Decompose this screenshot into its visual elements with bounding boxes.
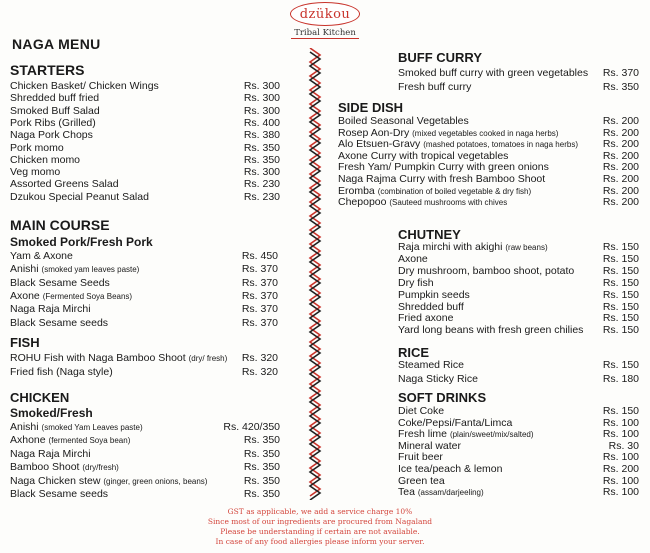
menu-item-row bbox=[398, 67, 639, 80]
item-name-text: Naga Raja Mirchi bbox=[10, 447, 91, 460]
item-note: (smoked Yam Leaves paste) bbox=[41, 423, 143, 432]
menu-item-price: Rs. 230 bbox=[243, 178, 280, 191]
item-note: (combination of boiled vegetable & dry fish) bbox=[377, 186, 532, 196]
menu-item-price: Rs. 200 bbox=[602, 138, 639, 151]
item-note: (assam/darjeeling) bbox=[417, 488, 484, 498]
footer-line: In case of any food allergies please inform your server. bbox=[215, 537, 425, 546]
item-name-text: Fruit beer bbox=[398, 451, 443, 464]
menu-item-row bbox=[10, 166, 280, 179]
item-name-text: Shredded buff bbox=[398, 300, 464, 313]
menu-item-row bbox=[10, 117, 280, 130]
item-name-text: Axone Curry with tropical vegetables bbox=[338, 149, 509, 162]
menu-item-price: Rs. 380 bbox=[243, 129, 280, 142]
menu-item-price: Rs. 400 bbox=[243, 116, 280, 129]
item-name-text: Assorted Greens Salad bbox=[10, 178, 119, 191]
item-name-text: Tea bbox=[398, 486, 415, 499]
menu-item-row bbox=[10, 290, 278, 303]
menu-item-price: Rs. 150 bbox=[602, 276, 639, 289]
item-name-text: Alo Etsuen-Gravy bbox=[338, 138, 421, 151]
item-note: (dry/ fresh) bbox=[188, 354, 228, 363]
item-name-text: Anishi bbox=[10, 263, 39, 276]
item-name-text: Naga Raja Mirchi bbox=[10, 303, 91, 316]
menu-item-name bbox=[10, 142, 64, 155]
menu-item-row bbox=[10, 352, 278, 365]
menu-item-price: Rs. 150 bbox=[602, 241, 639, 253]
menu-item-name bbox=[398, 81, 471, 94]
menu-item-price: Rs. 350 bbox=[243, 474, 280, 487]
section-title-fish: FISH bbox=[10, 335, 40, 350]
item-name-text: Fresh Yam/ Pumpkin Curry with green onions bbox=[338, 161, 549, 174]
item-name-text: Axhone bbox=[10, 434, 46, 447]
menu-item-name bbox=[10, 317, 108, 330]
menu-item-row bbox=[398, 486, 639, 499]
menu-item-name bbox=[338, 196, 507, 209]
item-name-text: Dry mushroom, bamboo shoot, potato bbox=[398, 264, 575, 277]
menu-item-price: Rs. 200 bbox=[602, 149, 639, 162]
item-name-text: Pork momo bbox=[10, 141, 64, 154]
item-name-text: Steamed Rice bbox=[398, 359, 464, 371]
menu-item-price: Rs. 100 bbox=[602, 474, 639, 487]
item-name-text: Axone bbox=[10, 289, 40, 302]
item-name-text: Shredded buff fried bbox=[10, 92, 100, 105]
menu-item-price: Rs. 150 bbox=[602, 300, 639, 313]
menu-item-row bbox=[10, 488, 280, 501]
menu-item-price: Rs. 370 bbox=[241, 276, 278, 289]
subtitle-smoked-fresh: Smoked/Fresh bbox=[10, 406, 93, 420]
menu-item-price: Rs. 100 bbox=[602, 428, 639, 441]
menu-item-price: Rs. 230 bbox=[243, 190, 280, 203]
menu-item-name bbox=[10, 488, 108, 501]
menu-item-name bbox=[398, 324, 583, 337]
menu-item-name bbox=[10, 352, 227, 365]
menu-item-price: Rs. 320 bbox=[241, 365, 278, 378]
item-name-text: Black Sesame seeds bbox=[10, 316, 109, 329]
menu-item-name bbox=[10, 178, 119, 191]
menu-item-name bbox=[10, 434, 130, 447]
footer-line: GST as applicable, we add a service charge 10% bbox=[227, 507, 413, 516]
item-name-text: Diet Coke bbox=[398, 405, 445, 417]
menu-item-price: Rs. 350 bbox=[243, 153, 280, 166]
menu-item-name bbox=[10, 105, 100, 118]
menu-item-price: Rs. 200 bbox=[602, 115, 639, 127]
item-note: (dry/fresh) bbox=[82, 463, 119, 473]
section-title-side-dish: SIDE DISH bbox=[338, 100, 404, 115]
menu-item-name bbox=[10, 263, 139, 276]
menu-item-name bbox=[10, 154, 80, 167]
menu-item-price: Rs. 180 bbox=[602, 372, 639, 385]
menu-item-row bbox=[398, 359, 639, 372]
menu-item-price: Rs. 200 bbox=[602, 463, 639, 475]
menu-item-row bbox=[10, 277, 278, 290]
item-name-text: Naga Chicken stew bbox=[10, 474, 101, 487]
item-name-text: Veg momo bbox=[10, 166, 61, 179]
menu-item-price: Rs. 420/350 bbox=[223, 421, 280, 433]
menu-item-row bbox=[10, 250, 278, 263]
section-title-starters: STARTERS bbox=[10, 62, 85, 78]
menu-item-price: Rs. 370 bbox=[241, 289, 278, 302]
menu-item-price: Rs. 350 bbox=[243, 447, 280, 460]
menu-item-row bbox=[10, 303, 278, 316]
menu-item-name bbox=[10, 117, 96, 130]
section-title-main-course: MAIN COURSE bbox=[10, 217, 110, 233]
item-note: (ginger, green onions, beans) bbox=[103, 476, 208, 486]
menu-item-price: Rs. 200 bbox=[602, 184, 639, 197]
menu-item-price: Rs. 150 bbox=[602, 252, 639, 265]
menu-item-row bbox=[10, 178, 280, 191]
menu-item-name bbox=[10, 129, 93, 142]
menu-item-price: Rs. 450 bbox=[241, 250, 278, 262]
menu-item-name bbox=[10, 80, 159, 93]
footer-notes bbox=[200, 507, 440, 547]
section-title-buff-curry: BUFF CURRY bbox=[398, 50, 483, 65]
item-name-text: Fresh lime bbox=[398, 428, 448, 441]
menu-item-row bbox=[10, 191, 280, 204]
menu-item-name bbox=[10, 366, 113, 379]
item-name-text: Black Sesame Seeds bbox=[10, 276, 110, 289]
menu-item-row bbox=[10, 154, 280, 167]
section-title-chicken: CHICKEN bbox=[10, 390, 70, 405]
section-title-soft-drinks: SOFT DRINKS bbox=[398, 390, 487, 405]
item-note: (fermented Soya bean) bbox=[48, 436, 131, 446]
item-name-text: Ice tea/peach & lemon bbox=[398, 463, 503, 475]
menu-item-price: Rs. 350 bbox=[243, 488, 280, 500]
item-name-text: Anishi bbox=[10, 421, 39, 433]
zigzag-divider bbox=[308, 48, 322, 500]
menu-title: NAGA MENU bbox=[12, 36, 101, 52]
menu-item-price: Rs. 300 bbox=[243, 80, 280, 92]
restaurant-logo bbox=[282, 2, 368, 42]
section-title-rice: RICE bbox=[398, 345, 430, 360]
menu-item-name bbox=[10, 448, 91, 461]
menu-item-name bbox=[10, 166, 60, 179]
item-name-text: Naga Pork Chops bbox=[10, 129, 93, 142]
menu-item-price: Rs. 200 bbox=[602, 173, 639, 185]
item-note: (Sauteed mushrooms with chives bbox=[389, 198, 508, 208]
item-name-text: Smoked buff curry with green vegetables bbox=[398, 67, 589, 79]
item-name-text: Chicken momo bbox=[10, 153, 81, 166]
item-name-text: Chicken Basket/ Chicken Wings bbox=[10, 80, 159, 92]
item-note: (mashed potatoes, tomatoes in naga herbs) bbox=[423, 140, 578, 150]
menu-item-row bbox=[398, 373, 639, 386]
item-name-text: Smoked Buff Salad bbox=[10, 104, 100, 117]
item-name-text: Rosep Aon-Dry bbox=[338, 126, 410, 139]
item-name-text: Pumpkin seeds bbox=[398, 288, 470, 301]
menu-item-name bbox=[10, 303, 91, 316]
menu-item-name bbox=[10, 290, 132, 303]
item-name-text: Raja mirchi with akighi bbox=[398, 241, 503, 253]
menu-item-row bbox=[398, 324, 639, 337]
item-note: (raw beans) bbox=[505, 243, 548, 252]
item-name-text: Axone bbox=[398, 252, 428, 265]
item-name-text: Fried fish (Naga style) bbox=[10, 365, 113, 378]
item-name-text: ROHU Fish with Naga Bamboo Shoot bbox=[10, 352, 186, 364]
item-name-text: Dry fish bbox=[398, 276, 434, 289]
menu-item-price: Rs. 150 bbox=[602, 312, 639, 325]
item-name-text: Pork Ribs (Grilled) bbox=[10, 116, 96, 129]
menu-item-price: Rs. 370 bbox=[602, 67, 639, 79]
item-name-text: Eromba bbox=[338, 184, 375, 197]
footer-line: Since most of our ingredients are procured from Nagaland bbox=[207, 517, 433, 526]
menu-item-row bbox=[10, 421, 280, 434]
menu-item-row bbox=[10, 434, 280, 447]
item-note: (mixed vegetables cooked in naga herbs) bbox=[412, 128, 559, 138]
logo-tagline: Tribal Kitchen bbox=[291, 28, 359, 39]
menu-item-row bbox=[10, 92, 280, 105]
menu-item-price: Rs. 100 bbox=[602, 451, 639, 464]
item-note: (Fermented Soya Beans) bbox=[42, 291, 133, 301]
menu-item-price: Rs. 370 bbox=[241, 316, 278, 329]
menu-item-row bbox=[10, 105, 280, 118]
subtitle-smoked-pork: Smoked Pork/Fresh Pork bbox=[10, 235, 153, 249]
menu-item-row bbox=[10, 80, 280, 93]
item-name-text: Mineral water bbox=[398, 439, 462, 452]
menu-item-row bbox=[10, 461, 280, 474]
menu-item-price: Rs. 370 bbox=[241, 263, 278, 276]
section-title-chutney: CHUTNEY bbox=[398, 227, 461, 242]
menu-item-name bbox=[10, 277, 110, 290]
menu-item-price: Rs. 350 bbox=[602, 80, 639, 93]
item-name-text: Coke/Pepsi/Fanta/Limca bbox=[398, 416, 513, 429]
menu-item-price: Rs. 200 bbox=[602, 196, 639, 209]
item-name-text: Naga Sticky Rice bbox=[398, 372, 478, 385]
menu-item-price: Rs. 30 bbox=[608, 439, 639, 452]
menu-item-name bbox=[398, 359, 464, 372]
menu-item-price: Rs. 100 bbox=[602, 486, 639, 499]
item-name-text: Fried axone bbox=[398, 312, 454, 325]
footer-line: Please be understanding if certain are not available. bbox=[220, 527, 420, 536]
menu-item-row bbox=[10, 263, 278, 276]
logo-name: dzükou bbox=[290, 2, 360, 26]
menu-item-price: Rs. 150 bbox=[602, 359, 639, 371]
menu-item-price: Rs. 200 bbox=[602, 161, 639, 174]
menu-item-row bbox=[10, 317, 278, 330]
menu-item-price: Rs. 320 bbox=[241, 352, 278, 364]
menu-item-price: Rs. 370 bbox=[241, 303, 278, 316]
menu-item-name bbox=[398, 373, 478, 386]
menu-item-price: Rs. 300 bbox=[243, 104, 280, 117]
menu-item-name bbox=[10, 250, 73, 263]
item-name-text: Fresh buff curry bbox=[398, 80, 472, 93]
menu-item-name bbox=[10, 92, 99, 105]
item-name-text: Naga Rajma Curry with fresh Bamboo Shoot bbox=[338, 173, 546, 185]
menu-item-price: Rs. 150 bbox=[602, 324, 639, 337]
menu-item-price: Rs. 150 bbox=[602, 405, 639, 417]
menu-item-name bbox=[398, 67, 588, 80]
menu-item-price: Rs. 350 bbox=[243, 141, 280, 154]
menu-item-price: Rs. 300 bbox=[243, 92, 280, 105]
item-name-text: Chepopoo bbox=[338, 196, 387, 209]
menu-item-row bbox=[10, 448, 280, 461]
item-name-text: Dzukou Special Peanut Salad bbox=[10, 190, 149, 203]
menu-item-row bbox=[10, 366, 278, 379]
menu-item-price: Rs. 200 bbox=[602, 126, 639, 139]
menu-item-price: Rs. 350 bbox=[243, 434, 280, 447]
menu-item-price: Rs. 150 bbox=[602, 264, 639, 277]
menu-item-price: Rs. 100 bbox=[602, 416, 639, 429]
menu-item-row bbox=[398, 81, 639, 94]
menu-item-price: Rs. 300 bbox=[243, 166, 280, 179]
menu-item-name bbox=[398, 486, 484, 499]
menu-item-name bbox=[10, 461, 119, 474]
item-name-text: Black Sesame seeds bbox=[10, 488, 109, 500]
menu-item-row bbox=[10, 142, 280, 155]
item-note: (smoked yam leaves paste) bbox=[41, 265, 140, 275]
menu-item-row bbox=[10, 475, 280, 488]
menu-item-price: Rs. 150 bbox=[602, 288, 639, 301]
item-name-text: Green tea bbox=[398, 474, 445, 487]
item-note: (plain/sweet/mix/salted) bbox=[449, 430, 534, 440]
menu-item-price: Rs. 350 bbox=[243, 461, 280, 474]
menu-item-row bbox=[338, 196, 639, 209]
menu-item-name bbox=[10, 191, 149, 204]
item-name-text: Yard long beans with fresh green chilies bbox=[398, 324, 584, 337]
item-name-text: Yam & Axone bbox=[10, 250, 73, 262]
menu-item-name bbox=[10, 475, 207, 488]
item-name-text: Bamboo Shoot bbox=[10, 461, 80, 474]
item-name-text: Boiled Seasonal Vegetables bbox=[338, 115, 469, 127]
menu-item-row bbox=[10, 129, 280, 142]
menu-item-name bbox=[10, 421, 143, 434]
